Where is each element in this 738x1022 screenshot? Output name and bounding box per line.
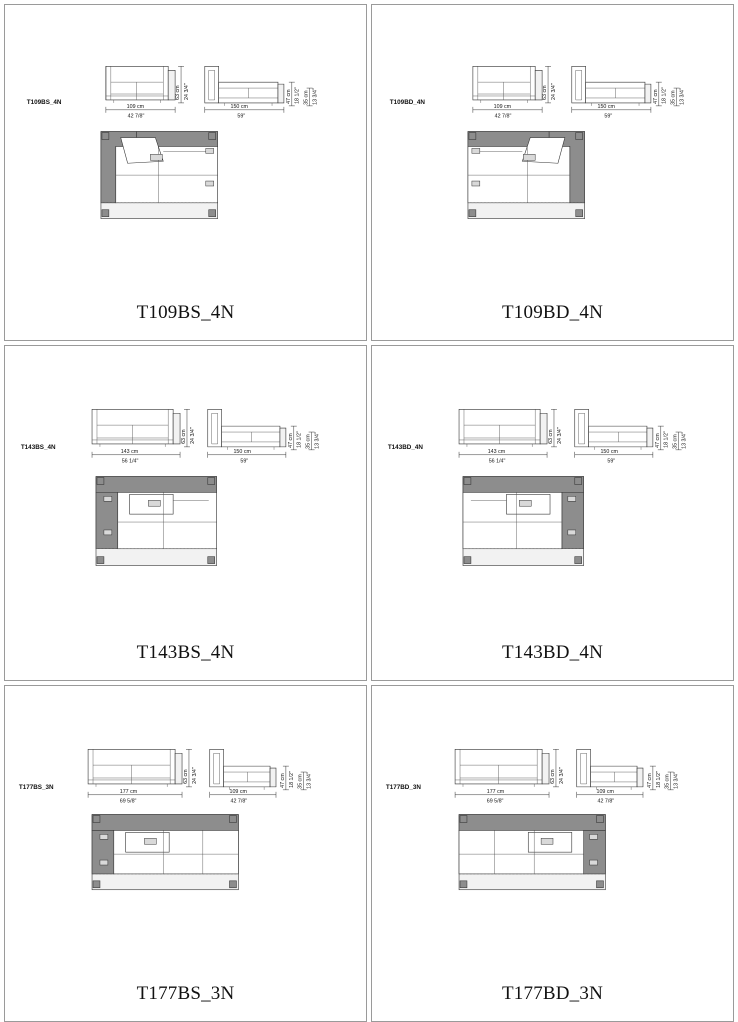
side-width-dimension xyxy=(575,449,653,465)
seat-height-cm: 35 cm xyxy=(303,90,310,105)
side-width-in: 59" xyxy=(604,113,613,120)
code-label: T177BS_3N xyxy=(18,784,54,792)
front-height-cm: 63 cm xyxy=(542,85,549,100)
side-height-cm: 47 cm xyxy=(652,89,659,104)
side-width-in: 59" xyxy=(240,458,249,465)
plan-view xyxy=(459,815,605,890)
front-height-dimension xyxy=(175,66,190,103)
front-width-cm: 177 cm xyxy=(119,789,138,796)
front-height-in: 24 3/4" xyxy=(558,767,565,785)
front-height-dimension xyxy=(548,409,563,447)
side-height-dimensions xyxy=(288,426,321,450)
technical-drawing xyxy=(372,5,733,302)
side-height-in: 18 1/2" xyxy=(288,771,295,789)
code-label: T143BS_4N xyxy=(20,443,56,451)
front-elevation xyxy=(88,750,182,788)
side-width-in: 42 7/8" xyxy=(230,799,248,806)
front-height-dimension xyxy=(183,750,198,788)
front-elevation xyxy=(459,409,547,447)
seat-height-in: 13 3/4" xyxy=(673,772,680,790)
plan-view xyxy=(96,476,217,565)
seat-height-in: 13 3/4" xyxy=(306,772,313,790)
front-width-in: 69 5/8" xyxy=(119,799,137,806)
technical-drawing xyxy=(372,686,733,983)
side-width-cm: 109 cm xyxy=(596,789,614,796)
front-elevation xyxy=(106,66,175,103)
panel-caption: T143BD_4N xyxy=(501,642,604,664)
front-width-in: 42 7/8" xyxy=(127,113,145,120)
technical-drawing xyxy=(5,5,366,302)
code-label: T143BD_4N xyxy=(387,443,423,451)
side-width-dimension xyxy=(205,104,284,120)
front-elevation xyxy=(92,409,180,447)
code-label: T109BS_4N xyxy=(26,98,62,106)
seat-height-cm: 35 cm xyxy=(305,434,312,449)
side-width-cm: 109 cm xyxy=(229,789,247,796)
seat-height-in: 13 3/4" xyxy=(679,88,686,105)
side-width-in: 59" xyxy=(607,458,616,465)
side-elevation xyxy=(210,750,276,791)
front-width-cm: 143 cm xyxy=(487,448,506,455)
seat-height-cm: 35 cm xyxy=(297,774,304,790)
seat-height-cm: 35 cm xyxy=(672,434,679,449)
side-width-dimension xyxy=(577,789,643,805)
panel-t177bd-3n xyxy=(371,685,734,1022)
code-label: T177BD_3N xyxy=(385,784,421,792)
drawing-area xyxy=(5,346,366,643)
plan-view xyxy=(463,476,584,565)
panel-caption: T109BS_4N xyxy=(136,301,235,323)
front-height-in: 24 3/4" xyxy=(550,83,557,100)
front-height-cm: 63 cm xyxy=(181,429,188,444)
front-width-cm: 109 cm xyxy=(493,103,512,110)
side-elevation xyxy=(577,750,643,791)
panel-caption: T143BS_4N xyxy=(136,642,235,664)
front-width-in: 56 1/4" xyxy=(121,458,139,465)
drawing-area xyxy=(5,5,366,302)
technical-drawing xyxy=(5,686,366,983)
front-width-cm: 177 cm xyxy=(486,789,505,796)
drawing-area xyxy=(372,686,733,983)
side-width-dimension xyxy=(572,104,651,120)
panel-t143bd-4n xyxy=(371,345,734,682)
panel-t109bd-4n xyxy=(371,4,734,341)
front-width-dimension xyxy=(473,104,542,120)
drawing-area xyxy=(372,5,733,302)
front-height-cm: 63 cm xyxy=(175,85,182,100)
front-width-dimension xyxy=(459,449,547,465)
front-width-dimension xyxy=(455,789,549,805)
side-width-cm: 150 cm xyxy=(233,448,251,455)
side-height-in: 18 1/2" xyxy=(296,430,303,448)
front-height-dimension xyxy=(181,409,196,447)
front-height-dimension xyxy=(542,66,557,103)
front-height-in: 24 3/4" xyxy=(556,426,563,444)
front-width-dimension xyxy=(92,449,180,465)
side-height-dimensions xyxy=(655,426,688,450)
front-width-in: 42 7/8" xyxy=(494,113,512,120)
side-elevation xyxy=(205,66,284,106)
side-height-dimensions xyxy=(653,82,686,106)
panel-t143bs-4n xyxy=(4,345,367,682)
side-height-in: 18 1/2" xyxy=(294,87,301,104)
front-width-dimension xyxy=(106,104,175,120)
drawing-area xyxy=(5,686,366,983)
front-height-cm: 63 cm xyxy=(548,429,555,444)
technical-drawing xyxy=(372,346,733,643)
front-width-cm: 109 cm xyxy=(126,103,145,110)
side-width-cm: 150 cm xyxy=(597,103,615,110)
front-height-in: 24 3/4" xyxy=(183,83,190,100)
side-height-cm: 47 cm xyxy=(287,433,294,448)
seat-height-in: 13 3/4" xyxy=(681,431,688,449)
plan-view xyxy=(101,132,218,219)
side-height-dimensions xyxy=(286,82,319,106)
side-height-dimensions xyxy=(647,767,680,791)
seat-height-cm: 35 cm xyxy=(670,90,677,105)
front-height-in: 24 3/4" xyxy=(189,426,196,444)
plan-view xyxy=(468,132,585,219)
front-width-cm: 143 cm xyxy=(120,448,139,455)
panel-caption: T109BD_4N xyxy=(501,301,604,323)
front-height-cm: 63 cm xyxy=(182,769,189,785)
technical-drawing xyxy=(5,346,366,643)
side-height-in: 18 1/2" xyxy=(663,430,670,448)
seat-height-in: 13 3/4" xyxy=(314,431,321,449)
drawing-area xyxy=(372,346,733,643)
front-width-in: 69 5/8" xyxy=(486,799,504,806)
side-height-cm: 47 cm xyxy=(285,89,292,104)
side-width-dimension xyxy=(208,449,286,465)
panel-t109bs-4n xyxy=(4,4,367,341)
side-height-in: 18 1/2" xyxy=(661,87,668,104)
plan-view xyxy=(92,815,238,890)
side-elevation xyxy=(208,409,286,450)
seat-height-in: 13 3/4" xyxy=(312,88,319,105)
side-height-dimensions xyxy=(280,767,313,791)
side-width-cm: 150 cm xyxy=(600,448,618,455)
side-height-cm: 47 cm xyxy=(654,433,661,448)
front-height-cm: 63 cm xyxy=(549,769,556,785)
side-height-in: 18 1/2" xyxy=(655,771,662,789)
front-width-in: 56 1/4" xyxy=(488,458,506,465)
code-label: T109BD_4N xyxy=(389,98,425,106)
side-height-cm: 47 cm xyxy=(279,773,286,789)
panel-caption: T177BD_3N xyxy=(501,983,604,1005)
seat-height-cm: 35 cm xyxy=(664,774,671,790)
side-elevation xyxy=(572,66,651,106)
side-width-cm: 150 cm xyxy=(230,103,248,110)
panel-caption: T177BS_3N xyxy=(136,983,235,1005)
front-height-dimension xyxy=(550,750,565,788)
front-elevation xyxy=(455,750,549,788)
panel-t177bs-3n xyxy=(4,685,367,1022)
side-height-cm: 47 cm xyxy=(646,773,653,789)
side-width-dimension xyxy=(210,789,276,805)
front-height-in: 24 3/4" xyxy=(191,767,198,785)
side-elevation xyxy=(575,409,653,450)
side-width-in: 42 7/8" xyxy=(597,799,615,806)
front-elevation xyxy=(473,66,542,103)
front-width-dimension xyxy=(88,789,182,805)
side-width-in: 59" xyxy=(237,113,246,120)
